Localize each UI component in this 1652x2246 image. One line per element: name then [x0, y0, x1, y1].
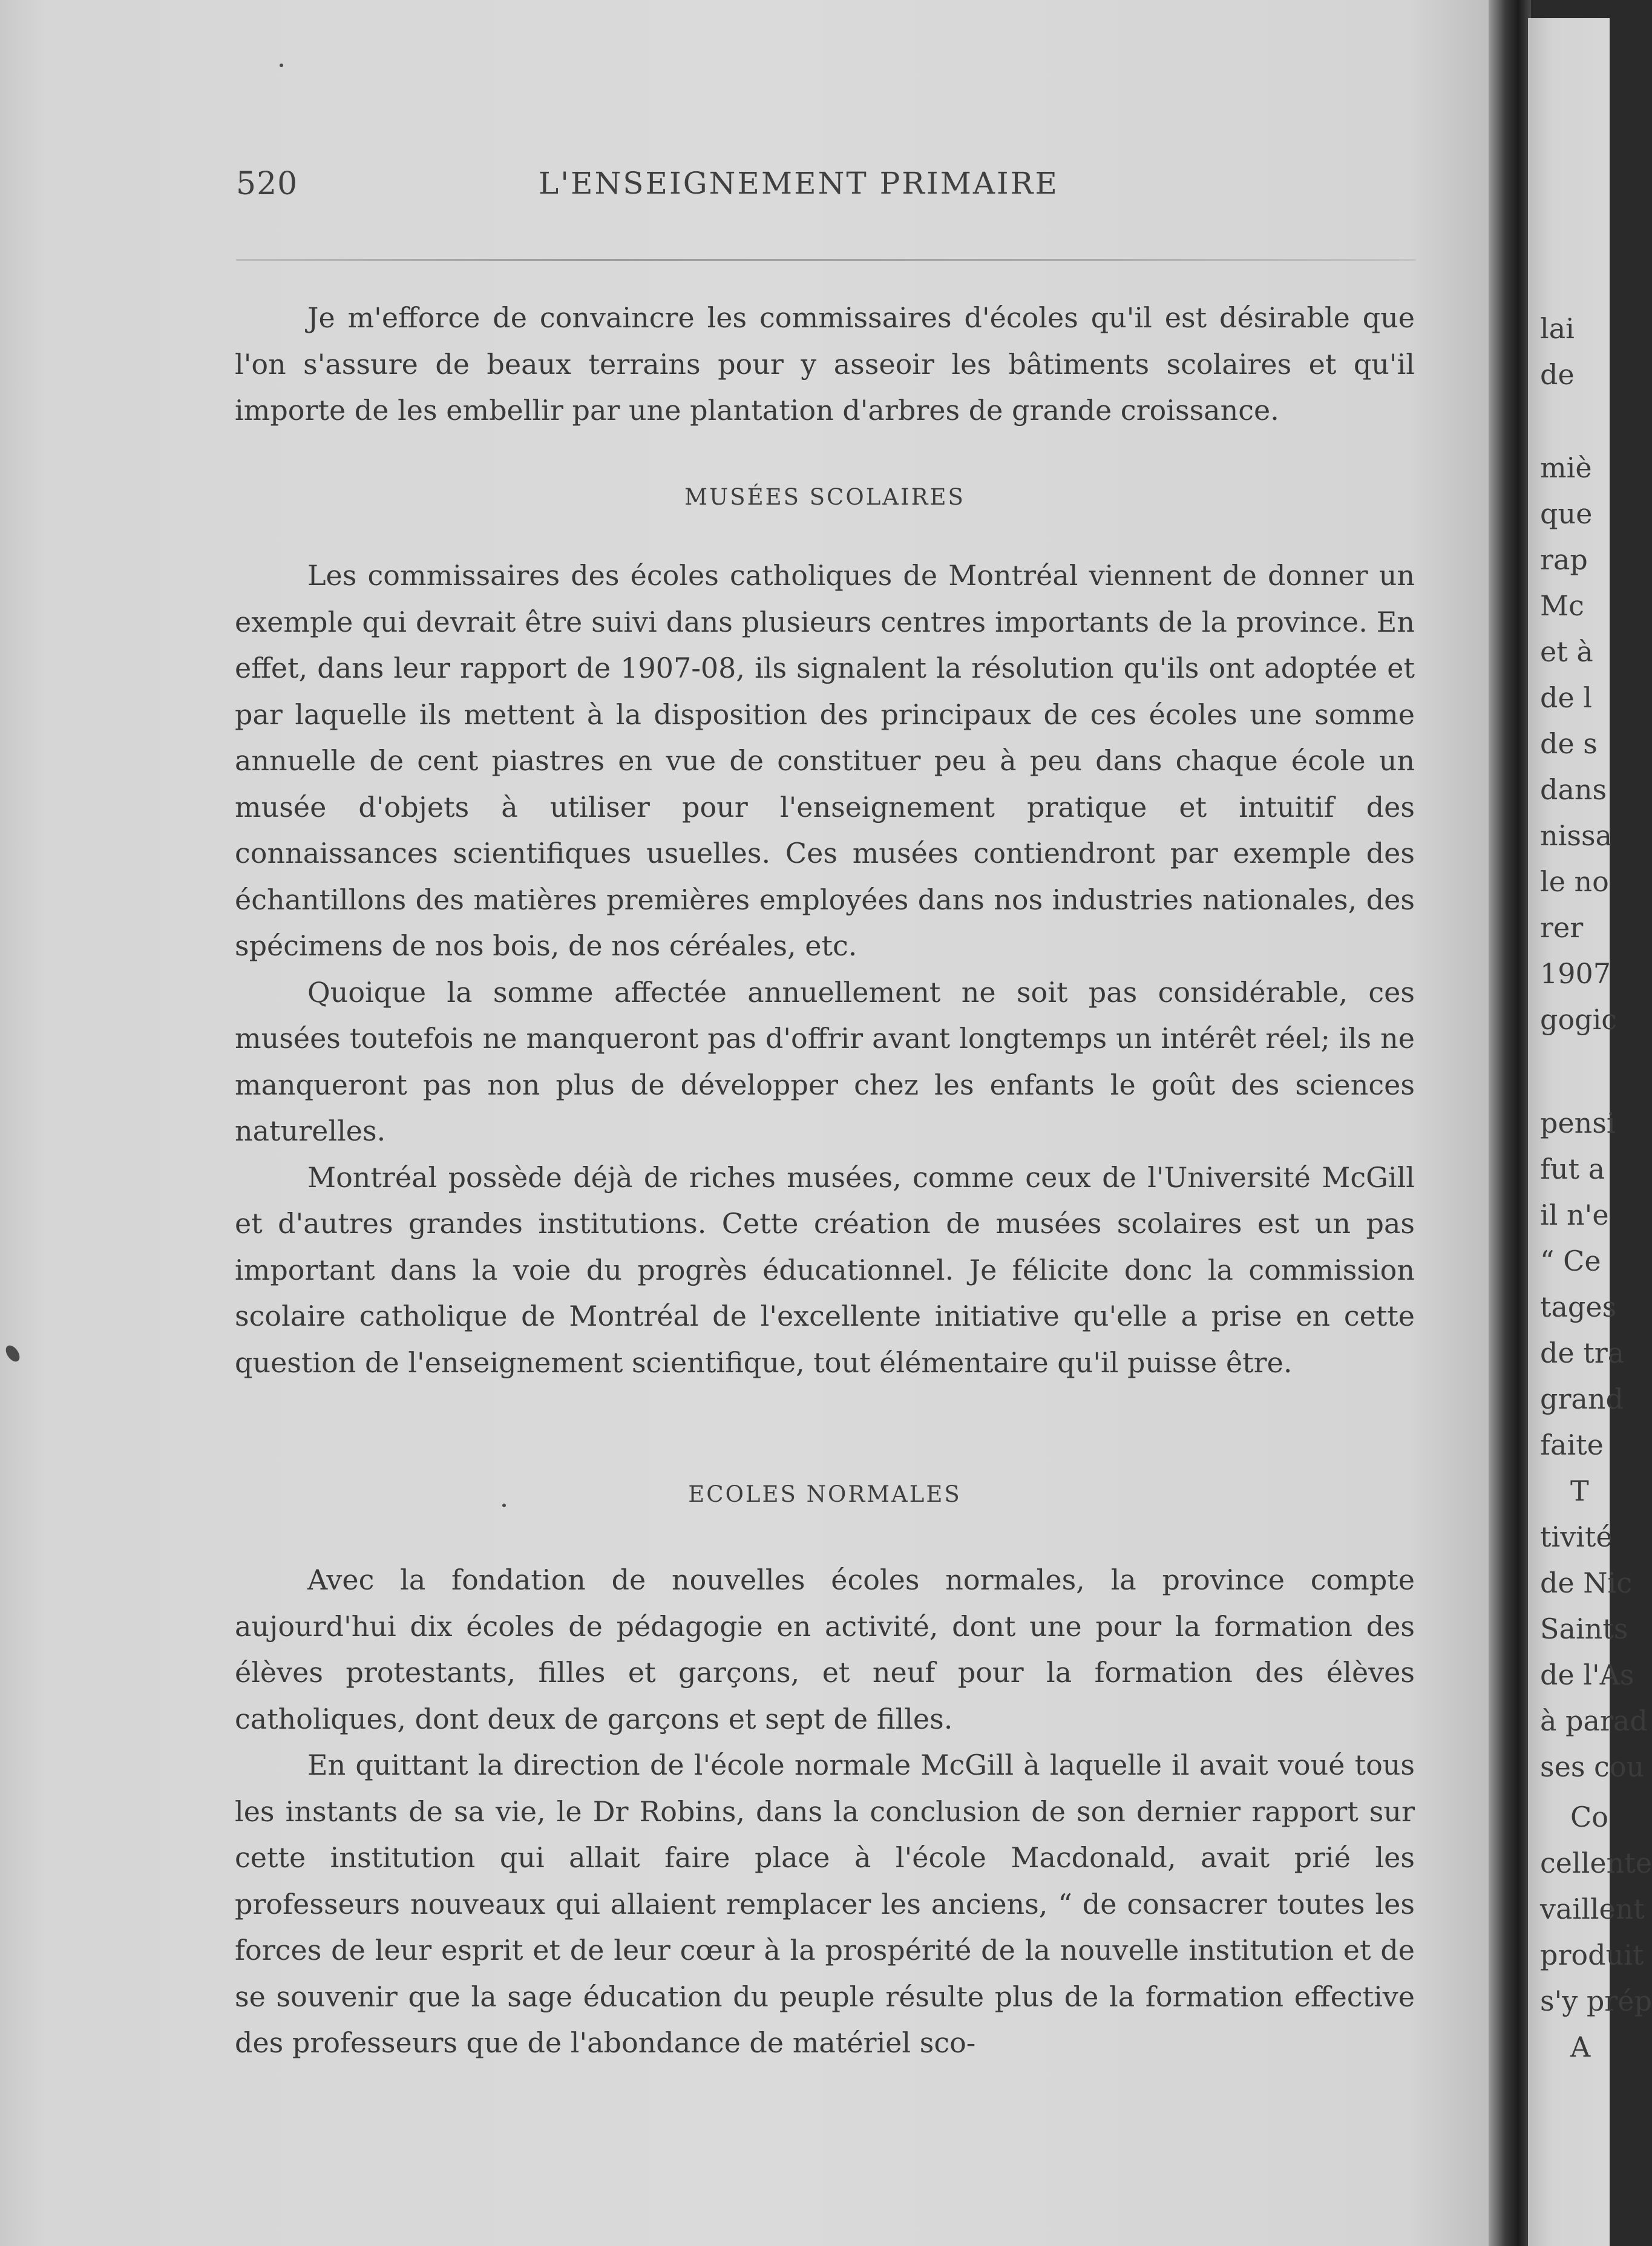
right-line: ses cou	[1540, 1750, 1645, 1783]
right-page-lines-lower	[1540, 1100, 1648, 1790]
right-line: A	[1570, 2031, 1591, 2063]
intro-block	[235, 295, 1415, 434]
ecoles-body	[235, 1557, 1415, 2066]
right-line: grand	[1540, 1383, 1624, 1415]
right-line: de	[1540, 358, 1575, 391]
ecoles-paragraph-2: En quittant la direction de l'école normale McGill à laquelle il avait voué tous les instants de sa vie, le Dr Robins, dans la conclusion de son dernier rapport sur cette institution qui allait faire place à l'école Macdonald, avait prié les professeurs nouveaux qui allaient remplacer les anciens, “ de consacrer toutes les forces de leur esprit et de leur cœur à la prospérité de la nouvelle institution et de se souvenir que la sage éducation du peuple résulte plus de la formation effective des professeurs que de l'abondance de matériel sco-	[235, 1749, 1415, 2059]
right-line: Mc	[1540, 589, 1584, 622]
right-line: à parad	[1540, 1704, 1648, 1737]
right-line: tages	[1540, 1291, 1617, 1323]
right-line: tivité	[1540, 1521, 1613, 1553]
right-line: que	[1540, 497, 1593, 530]
section-heading-musees: MUSÉES SCOLAIRES	[684, 484, 965, 510]
right-page-lines-middle	[1540, 445, 1617, 1043]
right-line: “ Ce	[1540, 1245, 1601, 1277]
musees-paragraph-2: Quoique la somme affectée annuellement ne soit pas considérable, ces musées toutefois ne manqueront pas d'offrir avant longtemps un intérêt réel; ils ne manqueront pas non plus de développer chez les enfants le goût des sciences naturelles.	[235, 975, 1415, 1147]
header-rule	[236, 259, 1416, 261]
right-line: pensi	[1540, 1107, 1616, 1139]
right-line: miè	[1540, 451, 1592, 484]
running-title: L'ENSEIGNEMENT PRIMAIRE	[539, 166, 1059, 201]
right-line: rap	[1540, 543, 1588, 576]
right-line: faite	[1540, 1429, 1604, 1461]
section-heading-ecoles: ECOLES NORMALES	[688, 1481, 962, 1507]
right-line: gogic	[1540, 1003, 1618, 1036]
right-line: produit	[1540, 1939, 1644, 1971]
right-line: de tra	[1540, 1337, 1625, 1369]
right-line: le no	[1540, 865, 1609, 898]
musees-paragraph-3: Montréal possède déjà de riches musées, comme ceux de l'Université McGill et d'autres grandes institutions. Cette création de musées scolaires est un pas important dans la voie du progrès éducationnel. Je félicite donc la commission scolaire catholique de Montréal de l'excellente initiative qu'elle a prise en cette question de l'enseignement scientifique, tout élémentaire qu'il puisse être.	[235, 1161, 1415, 1379]
right-line: Saints	[1540, 1612, 1628, 1645]
right-line: fut a	[1540, 1153, 1605, 1185]
scan-speck	[280, 64, 283, 67]
musees-paragraph-1: Les commissaires des écoles catholiques de Montréal viennent de donner un exemple qui devrait être suivi dans plusieurs centres importants de la province. En effet, dans leur rapport de 1907-08, ils signalent la résolution qu'ils ont adoptée et par laquelle ils mettent à la disposition des principaux de ces écoles une somme annuelle de cent piastres en vue de constituer peu à peu dans chaque école un musée d'objets à utiliser pour l'enseignement pratique et intuitif des connaissances scientifiques usuelles. Ces musées contiendront par exemple des échantillons des matières premières employées dans nos industries nationales, des spécimens de nos bois, de nos céréales, etc.	[235, 559, 1415, 962]
right-line: 1907	[1540, 957, 1611, 990]
page-number: 520	[236, 166, 298, 202]
right-line: cellente	[1540, 1847, 1652, 1879]
right-line: de l	[1540, 681, 1593, 714]
right-line: rer	[1540, 911, 1584, 944]
right-line: s'y prép	[1540, 1985, 1652, 2017]
intro-paragraph: Je m'efforce de convaincre les commissaires d'écoles qu'il est désirable que l'on s'assure de beaux terrains pour y asseoir les bâtiments scolaires et qu'il importe de les embellir par une plantation d'arbres de grande croissance.	[235, 301, 1415, 427]
right-line: lai	[1540, 312, 1575, 345]
right-line: T	[1570, 1475, 1589, 1507]
right-page-lines-bottom	[1540, 1794, 1652, 2070]
right-line: de s	[1540, 727, 1598, 760]
ecoles-paragraph-1: Avec la fondation de nouvelles écoles normales, la province compte aujourd'hui dix écoles de pédagogie en activité, dont une pour la formation des élèves protestants, filles et garçons, et neuf pour la formation des élèves catholiques, dont deux de garçons et sept de filles.	[235, 1563, 1415, 1735]
book-gutter	[1489, 0, 1531, 2246]
right-line: et à	[1540, 635, 1593, 668]
right-line: nissa	[1540, 819, 1612, 852]
right-page-lines-top	[1540, 306, 1575, 398]
right-line: vaillent	[1540, 1893, 1645, 1925]
right-line: Co	[1570, 1801, 1608, 1833]
page-header	[236, 159, 1416, 213]
right-line: de l'As	[1540, 1658, 1634, 1691]
right-line: dans	[1540, 773, 1607, 806]
right-line: il n'e	[1540, 1199, 1609, 1231]
musees-body	[235, 552, 1415, 1386]
right-line: de Nic	[1540, 1567, 1633, 1599]
